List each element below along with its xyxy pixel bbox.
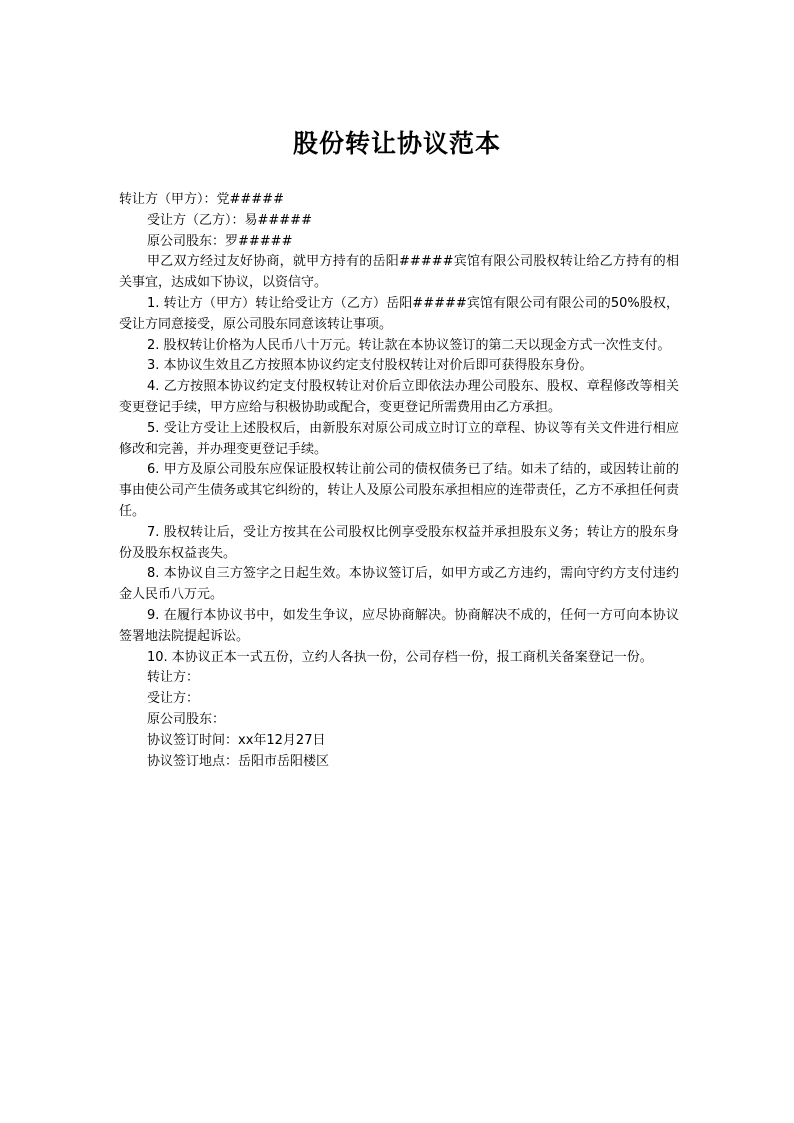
- clause-6: 6. 甲方及原公司股东应保证股权转让前公司的债权债务已了结。如未了结的，或因转让前的事由使公司产生债务或其它纠纷的，转让人及原公司股东承担相应的连带责任，乙方不承担任何责任。: [119, 462, 679, 519]
- signature-transferee: 受让方：: [147, 691, 200, 707]
- original-shareholder-line: 原公司股东：罗#####: [147, 233, 293, 249]
- clause-10: 10. 本协议正本一式五份，立约人各执一份，公司存档一份，报工商机关备案登记一份。: [147, 649, 653, 665]
- signature-transferor: 转让方：: [147, 670, 200, 686]
- signature-original-shareholder: 原公司股东：: [147, 711, 226, 727]
- clause-8: 8. 本协议自三方签字之日起生效。本协议签订后，如甲方或乙方违约，需向守约方支付违约金人民币八万元。: [119, 566, 679, 603]
- clause-7: 7. 股权转让后，受让方按其在公司股权比例享受股东权益并承担股东义务；转让方的股东身份及股东权益丧失。: [119, 524, 679, 561]
- clause-1: 1. 转让方（甲方）转让给受让方（乙方）岳阳#####宾馆有限公司有限公司的50%股权，受让方同意接受，原公司股东同意该转让事项。: [119, 295, 679, 332]
- clause-5: 5. 受让方受让上述股权后，由新股东对原公司成立时订立的章程、协议等有关文件进行相应修改和完善，并办理变更登记手续。: [119, 420, 679, 457]
- clause-3: 3. 本协议生效且乙方按照本协议约定支付股权转让对价后即可获得股东身份。: [147, 358, 593, 374]
- document-title: 股份转让协议范本: [292, 129, 501, 158]
- clause-9: 9. 在履行本协议书中，如发生争议，应尽协商解决。协商解决不成的，任何一方可向本协议签署地法院提起诉讼。: [119, 607, 679, 644]
- clause-4: 4. 乙方按照本协议约定支付股权转让对价后立即依法办理公司股东、股权、章程修改等相关变更登记手续，甲方应给与积极协助或配合，变更登记所需费用由乙方承担。: [119, 379, 679, 415]
- intro-paragraph: 甲乙双方经过友好协商，就甲方持有的岳阳#####宾馆有限公司股权转让给乙方持有的相关事宜，达成如下协议，以资信守。: [119, 254, 679, 291]
- signing-date: 协议签订时间：xx年12月27日: [147, 732, 326, 748]
- clause-2: 2. 股权转让价格为人民币八十万元。转让款在本协议签订的第二天以现金方式一次性支付。: [147, 337, 671, 353]
- transferor-line: 转让方（甲方）：党#####: [119, 192, 284, 207]
- document-body: [119, 190, 679, 772]
- transferee-line: 受让方（乙方）：易#####: [147, 212, 312, 228]
- signing-place: 协议签订地点：岳阳市岳阳楼区: [147, 753, 330, 769]
